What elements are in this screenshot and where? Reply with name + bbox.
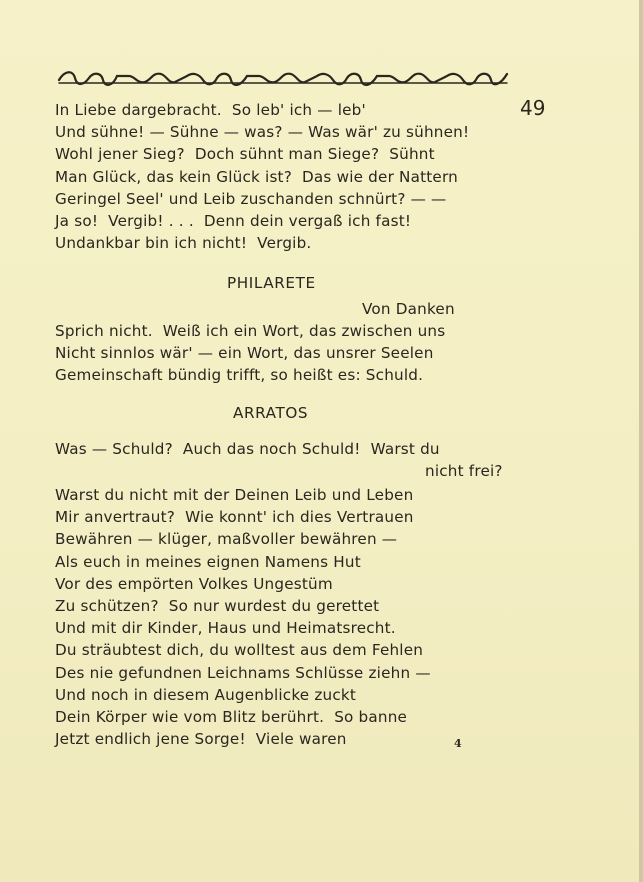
signature-mark: 4 (454, 737, 462, 750)
verse-line: Geringel Seel' und Leib zuschanden schnürt? — — (55, 189, 447, 208)
verse-block-2 (55, 320, 445, 387)
verse-line: In Liebe dargebracht. So leb' ich — leb' (55, 101, 366, 119)
verse-line: Und noch in diesem Augenblicke zuckt (55, 685, 357, 704)
verse-line: Sprich nicht. Weiß ich ein Wort, das zwischen uns (55, 322, 446, 340)
verse-line: Nicht sinnlos wär' — ein Wort, das unsrer Seelen (55, 344, 434, 363)
verse-line: Und mit dir Kinder, Haus und Heimatsrecht. (55, 619, 396, 638)
verse-block-1 (55, 99, 469, 254)
speaker-continuation-line: Von Danken (362, 300, 455, 318)
verse-line: Undankbar bin ich nicht! Vergib. (55, 234, 312, 253)
verse-line: Bewähren — klüger, maßvoller bewähren — (55, 530, 398, 549)
verse-line: Vor des empörten Volkes Ungestüm (55, 574, 333, 593)
verse-line: Des nie gefundnen Leichnams Schlüsse ziehn — (55, 663, 431, 682)
verse-line: Gemeinschaft bündig trifft, so heißt es: Schuld. (55, 366, 424, 385)
verse-line: Man Glück, das kein Glück ist? Das wie der Nattern (55, 167, 458, 186)
verse-line: Und sühne! — Sühne — was? — Was wär' zu sühnen! (55, 123, 470, 142)
verse-line: Wohl jener Sieg? Doch sühnt man Siege? Sühnt (55, 145, 435, 164)
verse-line: Zu schützen? So nur wurdest du gerettet (55, 596, 380, 615)
speaker-philarete: PHILARETE (227, 274, 316, 292)
verse-line-overflow: nicht frei? (425, 462, 503, 480)
verse-line: Mir anvertraut? Wie konnt' ich dies Vertrauen (55, 508, 414, 527)
verse-line: Dein Körper wie vom Blitz berührt. So banne (55, 707, 408, 726)
verse-line: Warst du nicht mit der Deinen Leib und Leben (55, 486, 414, 504)
speaker-arratos: ARRATOS (233, 404, 309, 422)
ornamental-header-border (57, 68, 509, 88)
page-edge (639, 0, 643, 882)
verse-line: Du sträubtest dich, du wolltest aus dem Fehlen (55, 641, 424, 660)
verse-line: Ja so! Vergib! . . . Denn dein vergaß ich fast! (55, 211, 412, 230)
verse-line: Jetzt endlich jene Sorge! Viele waren (55, 730, 347, 749)
page-number: 49 (520, 96, 546, 120)
verse-line-first: Was — Schuld? Auch das noch Schuld! Warst du (55, 440, 440, 458)
verse-block-3 (55, 484, 431, 750)
verse-line: Als euch in meines eignen Namens Hut (55, 552, 361, 571)
